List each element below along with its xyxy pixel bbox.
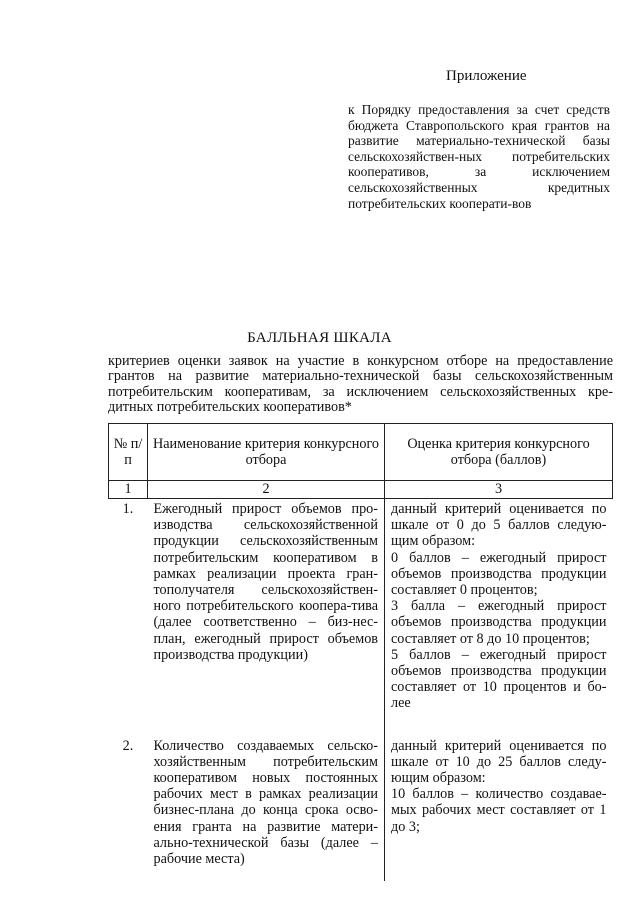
score-line: данный критерий оценивается по шкале от 0 до 5 баллов следую-щим образом: bbox=[391, 501, 607, 550]
appendix-title: Приложение bbox=[446, 68, 527, 84]
appendix-text: к Порядку предоставления за счет средств бюджета Ставропольского края грантов на развитие материально-технической базы сельскохозяйствен-ных потребительских кооперативов, за исключением сельскохозяйственных кредитных потребительских кооперати-вов bbox=[348, 102, 610, 211]
column-number: 2 bbox=[148, 481, 385, 499]
row-number: 1. bbox=[122, 501, 134, 517]
criteria-table bbox=[108, 423, 613, 881]
score-line: данный критерий оценивается по шкале от 10 до 25 баллов следу-ющим образом: bbox=[391, 737, 607, 787]
score-line: 0 баллов – ежегодный прирост объемов производства продукции составляет 0 процентов; bbox=[391, 549, 607, 599]
criterion-score bbox=[385, 499, 613, 736]
document-subtitle: критериев оценки заявок на участие в конкурсном отборе на предоставление грантов на развитие материально-технической базы сельскохозяйственным потребительским кооперативам, за исключением сельскохозяйственных кре-дитных потребительских кооперативов* bbox=[108, 353, 613, 416]
row-number: 2. bbox=[122, 737, 134, 754]
header-number: № п/п bbox=[109, 424, 148, 481]
score-line: 10 баллов – количество создавае-мых рабочих мест составляет от 1 до 3; bbox=[391, 786, 607, 835]
header-criterion: Наименование критерия конкурсного отбора bbox=[148, 424, 385, 481]
score-line: 3 балла – ежегодный прирост объемов производства продукции составляет от 8 до 10 процентов; bbox=[391, 598, 607, 647]
column-number-row bbox=[109, 481, 613, 499]
document-title: БАЛЛЬНАЯ ШКАЛА bbox=[247, 330, 392, 346]
table-row bbox=[109, 736, 613, 882]
criterion-name: Количество создаваемых сельско-хозяйственным потребительским кооперативом новых постоянных рабочих мест в рамках реализации бизнес-плана до конца срока осво-ения гранта на развитие матери-ально-технической базы (далее – рабочие места) bbox=[148, 736, 385, 882]
column-number: 3 bbox=[385, 481, 613, 499]
column-number: 1 bbox=[109, 481, 148, 499]
header-score: Оценка критерия конкурсного отбора (баллов) bbox=[385, 424, 613, 481]
criterion-score bbox=[385, 736, 613, 882]
table-row bbox=[109, 499, 613, 736]
criterion-name: Ежегодный прирост объемов про-изводства сельскохозяйственной продукции сельскохозяйственным потребительским кооперативом в рамках реализации проекта гран-тополучателя сельскохозяйствен-ного потребительского коопера-тива (далее соответственно – биз-нес-план, ежегодный прирост объемов производства продукции) bbox=[148, 499, 385, 736]
table-header-row bbox=[109, 424, 613, 481]
score-line: 5 баллов – ежегодный прирост объемов производства продукции составляет от 10 процентов и бо-лее bbox=[391, 646, 607, 712]
